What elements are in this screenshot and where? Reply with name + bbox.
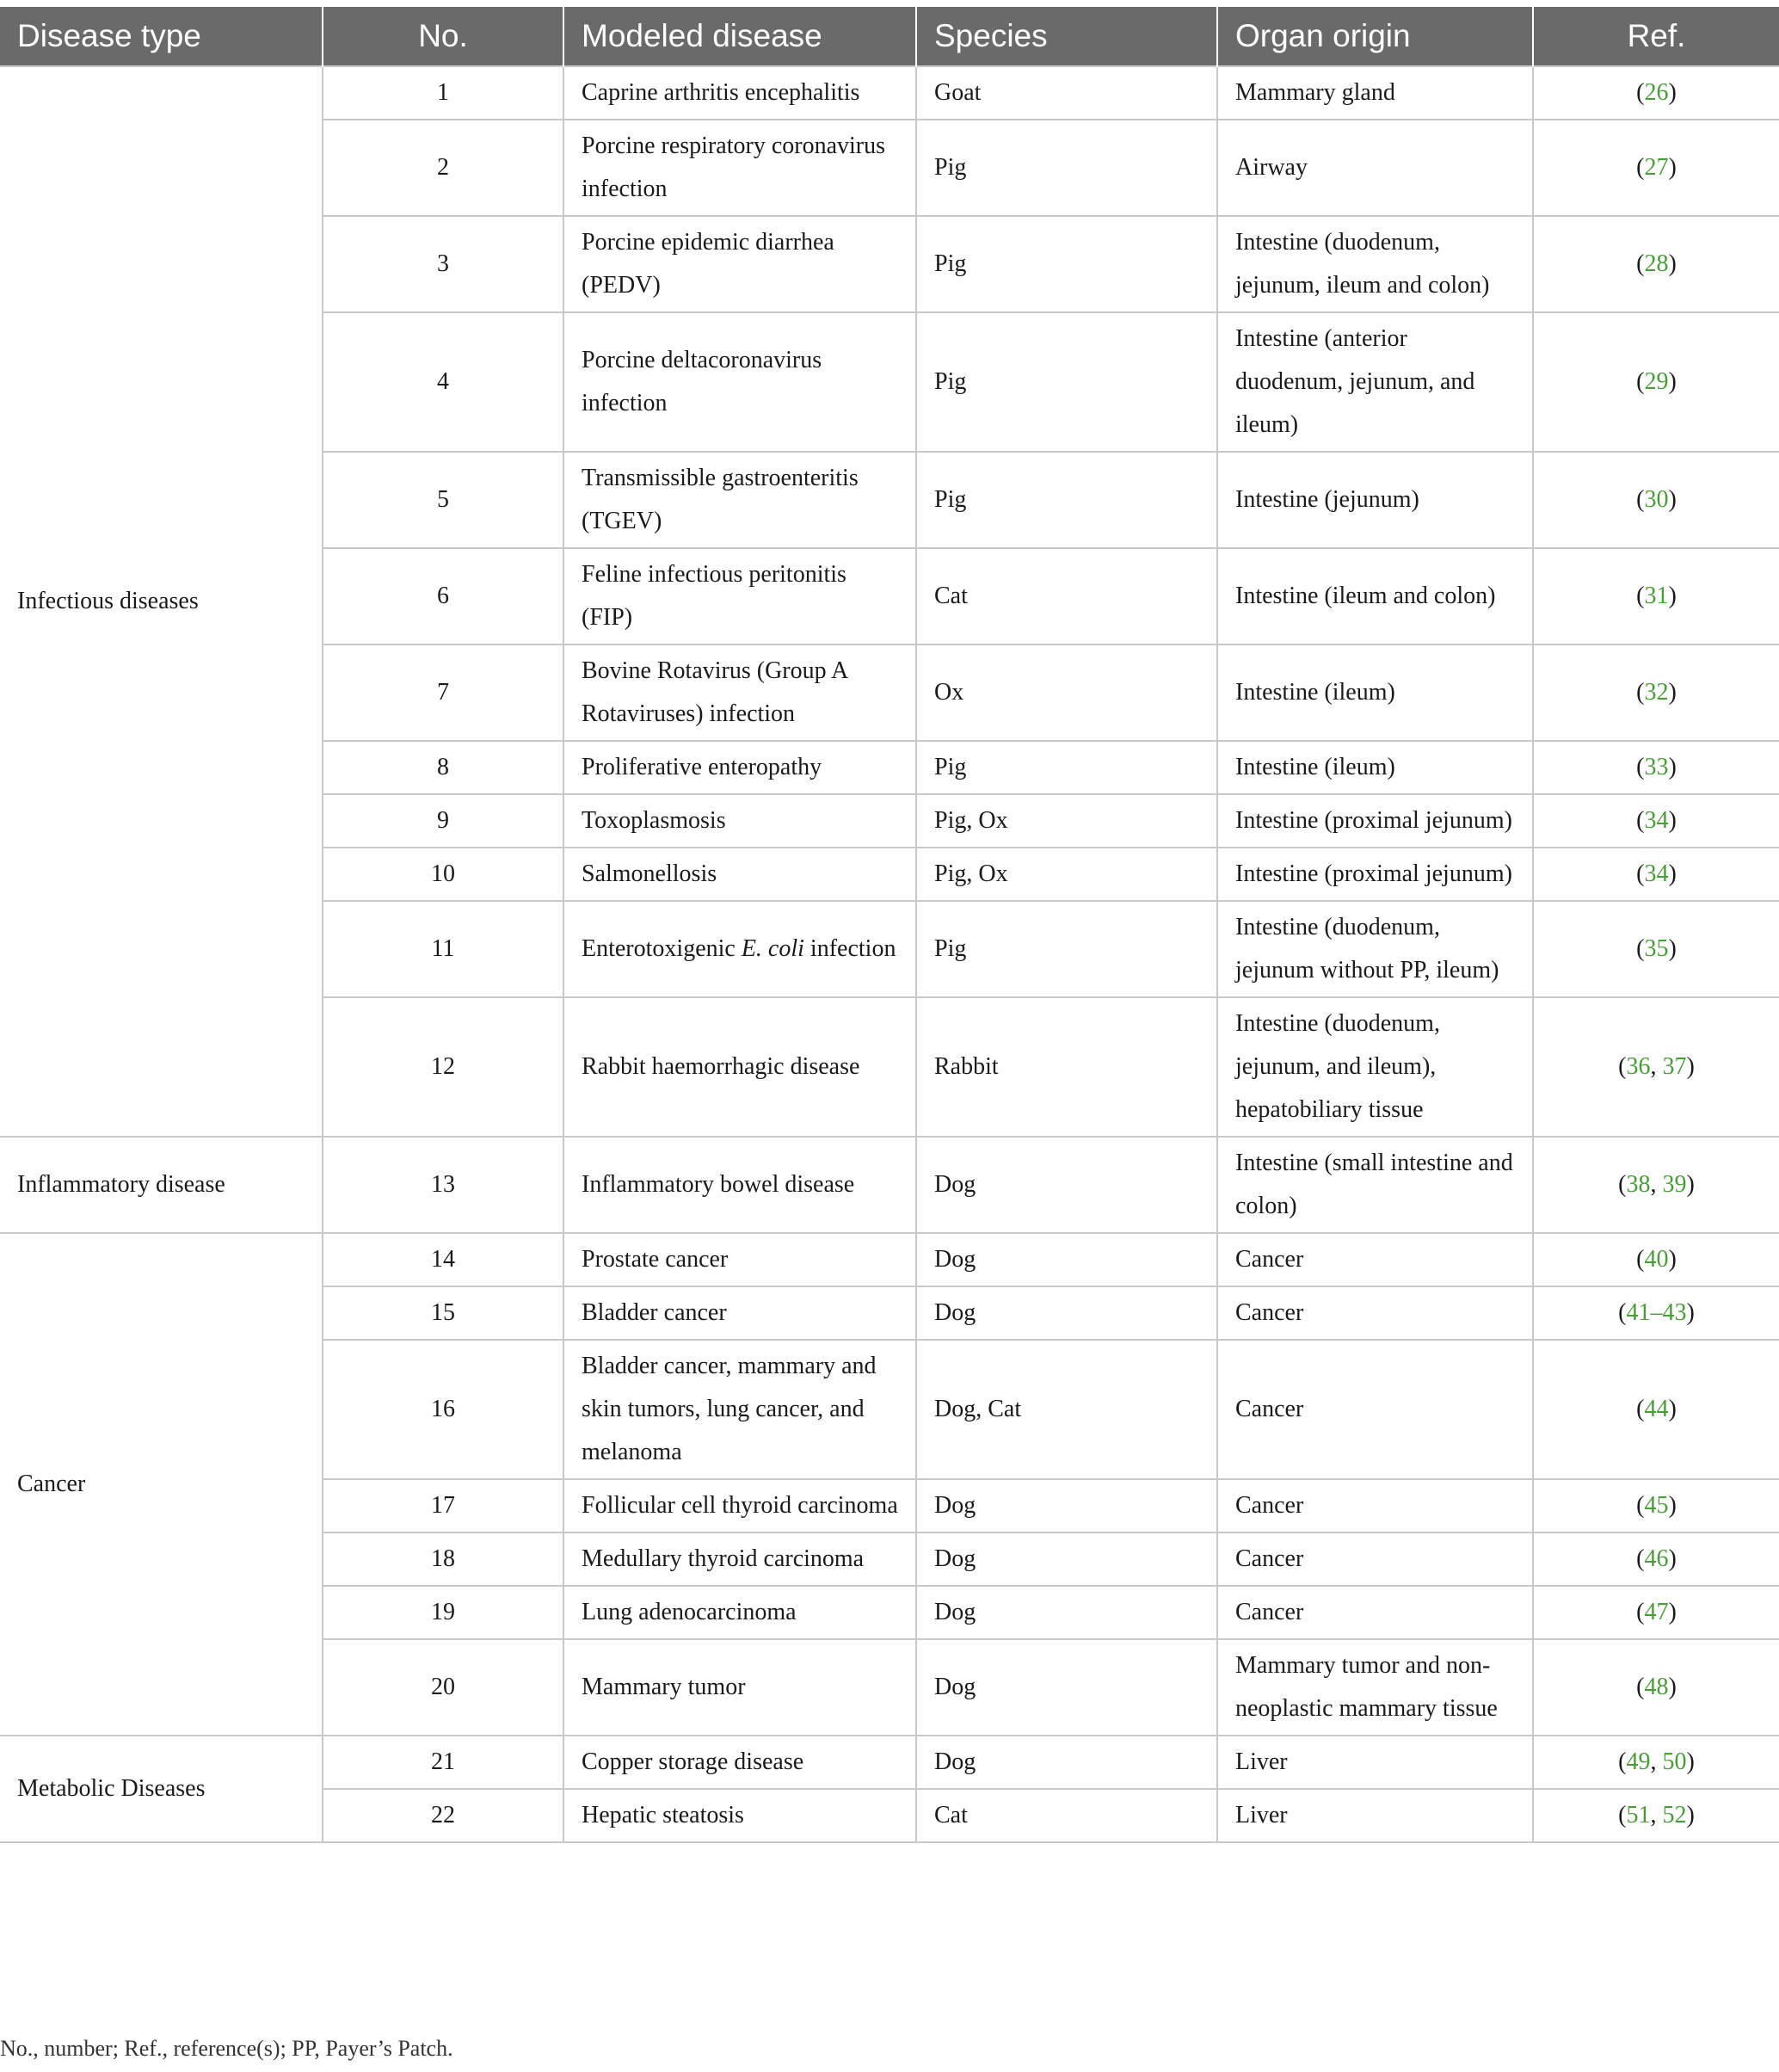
organ-origin-cell: Intestine (ileum) xyxy=(1217,741,1533,794)
organ-origin-cell: Liver xyxy=(1217,1736,1533,1789)
modeled-disease-cell: Hepatic steatosis xyxy=(563,1789,916,1842)
header-disease-type: Disease type xyxy=(0,7,323,66)
organ-origin-cell: Cancer xyxy=(1217,1532,1533,1586)
disease-type-cell: Inflammatory disease xyxy=(0,1137,323,1233)
species-cell: Pig xyxy=(916,741,1217,794)
modeled-disease-cell: Caprine arthritis encephalitis xyxy=(563,66,916,120)
ref-cell: (45) xyxy=(1533,1479,1779,1532)
ref-cell: (34) xyxy=(1533,794,1779,848)
number-cell: 12 xyxy=(323,997,563,1137)
modeled-disease-cell: Prostate cancer xyxy=(563,1233,916,1286)
number-cell: 13 xyxy=(323,1137,563,1233)
reference-link[interactable]: 32 xyxy=(1644,679,1669,706)
ref-cell: (27) xyxy=(1533,120,1779,216)
reference-link[interactable]: 51 xyxy=(1626,1802,1651,1828)
organ-origin-cell: Intestine (small intestine and colon) xyxy=(1217,1137,1533,1233)
modeled-disease-cell: Porcine respiratory coronavirus infection xyxy=(563,120,916,216)
ref-range-dash: – xyxy=(1650,1299,1663,1326)
header-row xyxy=(0,7,1779,66)
species-cell: Dog xyxy=(916,1736,1217,1789)
ref-cell: (38, 39) xyxy=(1533,1137,1779,1233)
organ-origin-cell: Intestine (duodenum, jejunum, ileum and colon) xyxy=(1217,216,1533,312)
number-cell: 9 xyxy=(323,794,563,848)
species-cell: Dog xyxy=(916,1586,1217,1639)
species-cell: Pig, Ox xyxy=(916,794,1217,848)
ref-cell: (31) xyxy=(1533,548,1779,644)
header-modeled-disease: Modeled disease xyxy=(563,7,916,66)
table-row xyxy=(0,66,1779,120)
number-cell: 6 xyxy=(323,548,563,644)
reference-link[interactable]: 38 xyxy=(1626,1171,1651,1198)
ref-cell: (46) xyxy=(1533,1532,1779,1586)
organ-origin-cell: Intestine (jejunum) xyxy=(1217,452,1533,548)
organ-origin-cell: Cancer xyxy=(1217,1586,1533,1639)
modeled-disease-cell: Copper storage disease xyxy=(563,1736,916,1789)
reference-link[interactable]: 45 xyxy=(1644,1492,1669,1519)
number-cell: 3 xyxy=(323,216,563,312)
species-cell: Cat xyxy=(916,1789,1217,1842)
ref-cell: (28) xyxy=(1533,216,1779,312)
reference-link[interactable]: 40 xyxy=(1644,1246,1669,1273)
modeled-disease-cell: Follicular cell thyroid carcinoma xyxy=(563,1479,916,1532)
organ-origin-cell: Cancer xyxy=(1217,1286,1533,1340)
species-cell: Dog xyxy=(916,1286,1217,1340)
reference-link[interactable]: 31 xyxy=(1644,583,1669,609)
ref-cell: (48) xyxy=(1533,1639,1779,1736)
modeled-disease-cell: Rabbit haemorrhagic disease xyxy=(563,997,916,1137)
number-cell: 20 xyxy=(323,1639,563,1736)
species-cell: Pig xyxy=(916,452,1217,548)
species-cell: Dog, Cat xyxy=(916,1340,1217,1479)
modeled-disease-cell: Feline infectious peritonitis (FIP) xyxy=(563,548,916,644)
species-cell: Dog xyxy=(916,1532,1217,1586)
ref-cell: (36, 37) xyxy=(1533,997,1779,1137)
ref-cell: (33) xyxy=(1533,741,1779,794)
reference-link[interactable]: 37 xyxy=(1662,1053,1687,1080)
number-cell: 21 xyxy=(323,1736,563,1789)
organ-origin-cell: Mammary tumor and non-neoplastic mammary tissue xyxy=(1217,1639,1533,1736)
number-cell: 5 xyxy=(323,452,563,548)
species-cell: Pig xyxy=(916,312,1217,452)
modeled-disease-cell: Porcine deltacoronavirus infection xyxy=(563,312,916,452)
ref-cell: (40) xyxy=(1533,1233,1779,1286)
ref-cell: (26) xyxy=(1533,66,1779,120)
organ-origin-cell: Intestine (duodenum, jejunum without PP, ileum) xyxy=(1217,901,1533,997)
ref-cell: (44) xyxy=(1533,1340,1779,1479)
disease-type-cell: Infectious diseases xyxy=(0,66,323,1137)
species-cell: Pig, Ox xyxy=(916,848,1217,901)
modeled-disease-cell: Bladder cancer xyxy=(563,1286,916,1340)
reference-link[interactable]: 27 xyxy=(1644,154,1669,181)
table-body xyxy=(0,66,1779,1842)
organ-origin-cell: Intestine (proximal jejunum) xyxy=(1217,848,1533,901)
organ-origin-cell: Cancer xyxy=(1217,1479,1533,1532)
species-cell: Dog xyxy=(916,1233,1217,1286)
species-cell: Dog xyxy=(916,1479,1217,1532)
table-row xyxy=(0,1137,1779,1233)
number-cell: 16 xyxy=(323,1340,563,1479)
modeled-disease-cell xyxy=(563,901,916,997)
modeled-disease-cell: Transmissible gastroenteritis (TGEV) xyxy=(563,452,916,548)
reference-link[interactable]: 36 xyxy=(1626,1053,1651,1080)
reference-link[interactable]: 35 xyxy=(1644,935,1669,962)
header-number: No. xyxy=(323,7,563,66)
number-cell: 15 xyxy=(323,1286,563,1340)
disease-models-table xyxy=(0,7,1779,1843)
organ-origin-cell: Cancer xyxy=(1217,1340,1533,1479)
reference-link[interactable]: 28 xyxy=(1644,250,1669,277)
modeled-disease-cell: Porcine epidemic diarrhea (PEDV) xyxy=(563,216,916,312)
species-cell: Ox xyxy=(916,644,1217,741)
modeled-disease-cell: Salmonellosis xyxy=(563,848,916,901)
header-organ-origin: Organ origin xyxy=(1217,7,1533,66)
reference-link[interactable]: 29 xyxy=(1644,368,1669,395)
number-cell: 8 xyxy=(323,741,563,794)
number-cell: 19 xyxy=(323,1586,563,1639)
number-cell: 22 xyxy=(323,1789,563,1842)
reference-link[interactable]: 44 xyxy=(1644,1396,1669,1422)
table-row xyxy=(0,1736,1779,1789)
organ-origin-cell: Airway xyxy=(1217,120,1533,216)
number-cell: 10 xyxy=(323,848,563,901)
disease-organism-italic: E. coli xyxy=(741,935,804,962)
ref-cell: (49, 50) xyxy=(1533,1736,1779,1789)
modeled-disease-cell: Toxoplasmosis xyxy=(563,794,916,848)
ref-cell: (51, 52) xyxy=(1533,1789,1779,1842)
reference-link[interactable]: 39 xyxy=(1662,1171,1687,1198)
organ-origin-cell: Mammary gland xyxy=(1217,66,1533,120)
table-row xyxy=(0,1233,1779,1286)
organ-origin-cell: Intestine (proximal jejunum) xyxy=(1217,794,1533,848)
organ-origin-cell: Liver xyxy=(1217,1789,1533,1842)
header-ref: Ref. xyxy=(1533,7,1779,66)
header-species: Species xyxy=(916,7,1217,66)
reference-link[interactable]: 30 xyxy=(1644,486,1669,513)
ref-cell: (34) xyxy=(1533,848,1779,901)
ref-cell: (35) xyxy=(1533,901,1779,997)
species-cell: Dog xyxy=(916,1137,1217,1233)
reference-link[interactable]: 50 xyxy=(1662,1748,1687,1775)
number-cell: 7 xyxy=(323,644,563,741)
reference-link[interactable]: 34 xyxy=(1644,860,1669,887)
reference-link[interactable]: 52 xyxy=(1662,1802,1687,1828)
organ-origin-cell: Intestine (ileum) xyxy=(1217,644,1533,741)
species-cell: Dog xyxy=(916,1639,1217,1736)
species-cell: Goat xyxy=(916,66,1217,120)
species-cell: Cat xyxy=(916,548,1217,644)
disease-models-table-container xyxy=(0,7,1779,1843)
number-cell: 4 xyxy=(323,312,563,452)
number-cell: 14 xyxy=(323,1233,563,1286)
modeled-disease-cell: Mammary tumor xyxy=(563,1639,916,1736)
number-cell: 17 xyxy=(323,1479,563,1532)
species-cell: Pig xyxy=(916,901,1217,997)
disease-text-suffix: infection xyxy=(803,935,896,962)
species-cell: Pig xyxy=(916,216,1217,312)
organ-origin-cell: Intestine (anterior duodenum, jejunum, and ileum) xyxy=(1217,312,1533,452)
table-footnote: No., number; Ref., reference(s); PP, Payer’s Patch. xyxy=(0,2036,453,2061)
species-cell: Rabbit xyxy=(916,997,1217,1137)
species-cell: Pig xyxy=(916,120,1217,216)
reference-link[interactable]: 48 xyxy=(1644,1674,1669,1700)
organ-origin-cell: Intestine (ileum and colon) xyxy=(1217,548,1533,644)
modeled-disease-cell: Bovine Rotavirus (Group A Rotaviruses) infection xyxy=(563,644,916,741)
disease-type-cell: Cancer xyxy=(0,1233,323,1736)
disease-text: Enterotoxigenic xyxy=(582,935,742,962)
reference-link[interactable]: 47 xyxy=(1644,1599,1669,1625)
reference-link[interactable]: 43 xyxy=(1662,1299,1687,1326)
modeled-disease-cell: Inflammatory bowel disease xyxy=(563,1137,916,1233)
ref-cell: (41–43) xyxy=(1533,1286,1779,1340)
number-cell: 18 xyxy=(323,1532,563,1586)
modeled-disease-cell: Proliferative enteropathy xyxy=(563,741,916,794)
disease-type-cell: Metabolic Diseases xyxy=(0,1736,323,1842)
number-cell: 11 xyxy=(323,901,563,997)
reference-link[interactable]: 49 xyxy=(1626,1748,1651,1775)
reference-link[interactable]: 34 xyxy=(1644,807,1669,834)
reference-link[interactable]: 26 xyxy=(1644,79,1669,106)
reference-link[interactable]: 33 xyxy=(1644,754,1669,780)
modeled-disease-cell: Lung adenocarcinoma xyxy=(563,1586,916,1639)
ref-cell: (32) xyxy=(1533,644,1779,741)
modeled-disease-cell: Bladder cancer, mammary and skin tumors, lung cancer, and melanoma xyxy=(563,1340,916,1479)
ref-cell: (30) xyxy=(1533,452,1779,548)
number-cell: 1 xyxy=(323,66,563,120)
ref-cell: (47) xyxy=(1533,1586,1779,1639)
ref-cell: (29) xyxy=(1533,312,1779,452)
organ-origin-cell: Intestine (duodenum, jejunum, and ileum), hepatobiliary tissue xyxy=(1217,997,1533,1137)
reference-link[interactable]: 46 xyxy=(1644,1545,1669,1572)
modeled-disease-cell: Medullary thyroid carcinoma xyxy=(563,1532,916,1586)
organ-origin-cell: Cancer xyxy=(1217,1233,1533,1286)
number-cell: 2 xyxy=(323,120,563,216)
reference-link[interactable]: 41 xyxy=(1626,1299,1651,1326)
